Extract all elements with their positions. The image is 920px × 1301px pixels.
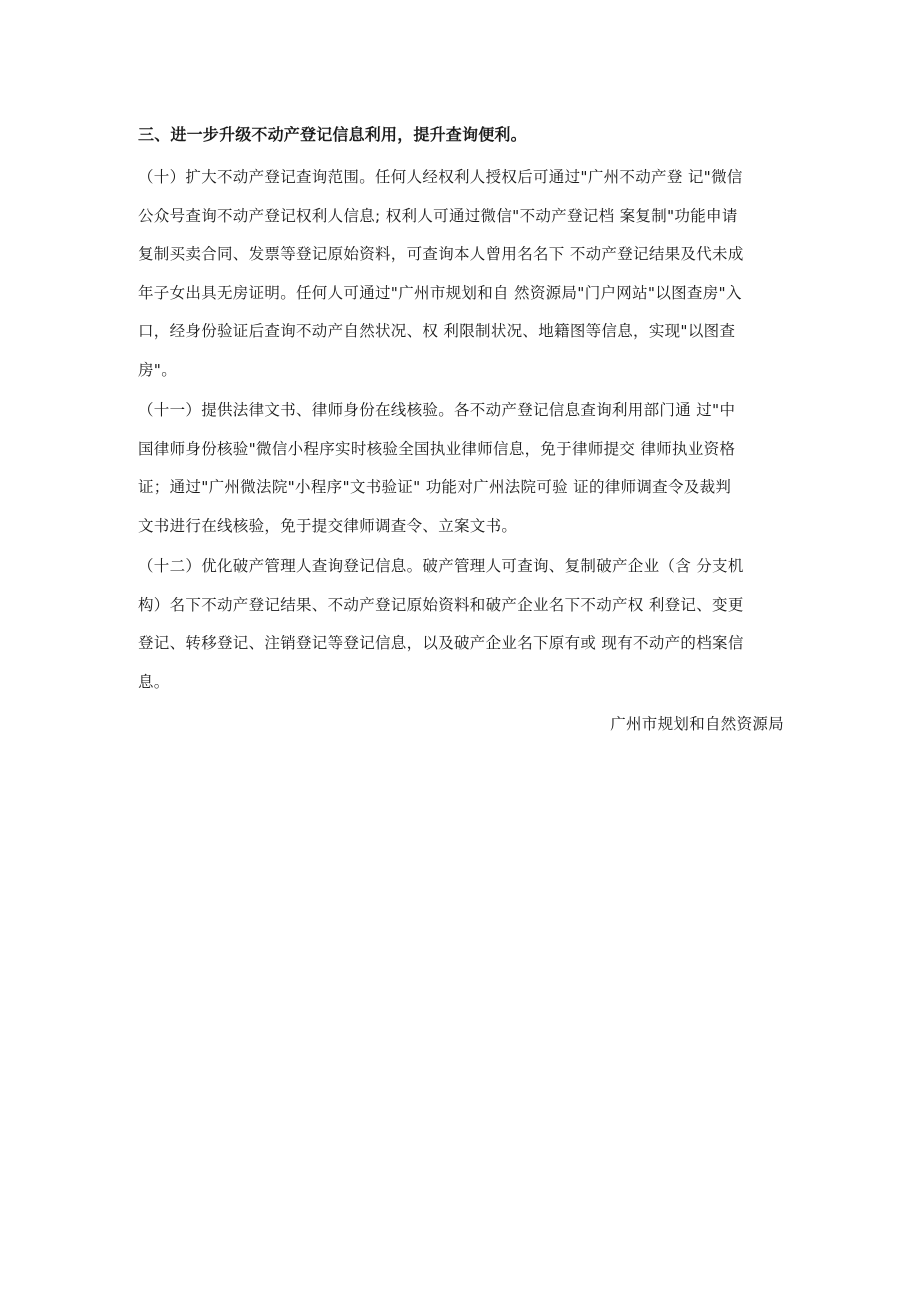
paragraph-line: 国律师身份核验"微信小程序实时核验全国执业律师信息，免于律师提交 律师执业资格 bbox=[138, 439, 736, 458]
paragraph-line: 复制买卖合同、发票等登记原始资料，可查询本人曾用名名下 不动产登记结果及代未成 bbox=[138, 245, 744, 263]
issuer-signature: 广州市规划和自然资源局 bbox=[610, 715, 784, 733]
section-heading: 三、进一步升级不动产登记信息利用，提升查询便利。 bbox=[138, 125, 527, 144]
paragraph-line: （十二）优化破产管理人查询登记信息。破产管理人可查询、复制破产企业（含 分支机 bbox=[138, 557, 744, 575]
paragraph-line: 登记、转移登记、注销登记等登记信息，以及破产企业名下原有或 现有不动产的档案信 bbox=[138, 634, 744, 652]
paragraph-line: 构）名下不动产登记结果、不动产登记原始资料和破产企业名下不动产权 利登记、变更 bbox=[138, 595, 744, 614]
paragraph-line: 文书进行在线核验，免于提交律师调查令、立案文书。 bbox=[138, 516, 518, 535]
paragraph-line: （十一）提供法律文书、律师身份在线核验。各不动产登记信息查询利用部门通 过"中 bbox=[138, 401, 736, 419]
paragraph-line: 年子女出具无房证明。任何人可通过"广州市规划和自 然资源局"门户网站"以图查房"入 bbox=[138, 283, 742, 302]
paragraph-item-10 bbox=[138, 158, 784, 389]
document-body bbox=[138, 118, 784, 743]
paragraph-line: 房"。 bbox=[138, 360, 178, 379]
paragraph-item-12 bbox=[138, 547, 784, 701]
paragraph-item-11 bbox=[138, 391, 784, 545]
paragraph-line: 口，经身份验证后查询不动产自然状况、权 利限制状况、地籍图等信息，实现"以图查 bbox=[138, 322, 736, 340]
paragraph-line: 息。 bbox=[138, 672, 170, 691]
paragraph-line: （十）扩大不动产登记查询范围。任何人经权利人授权后可通过"广州不动产登 记"微信 bbox=[138, 168, 743, 186]
paragraph-line: 证；通过"广州微法院"小程序"文书验证" 功能对广州法院可验 证的律师调查令及裁判 bbox=[138, 478, 732, 496]
paragraph-line: 公众号查询不动产登记权利人信息; 权利人可通过微信"不动产登记档 案复制"功能申请 bbox=[138, 206, 738, 225]
